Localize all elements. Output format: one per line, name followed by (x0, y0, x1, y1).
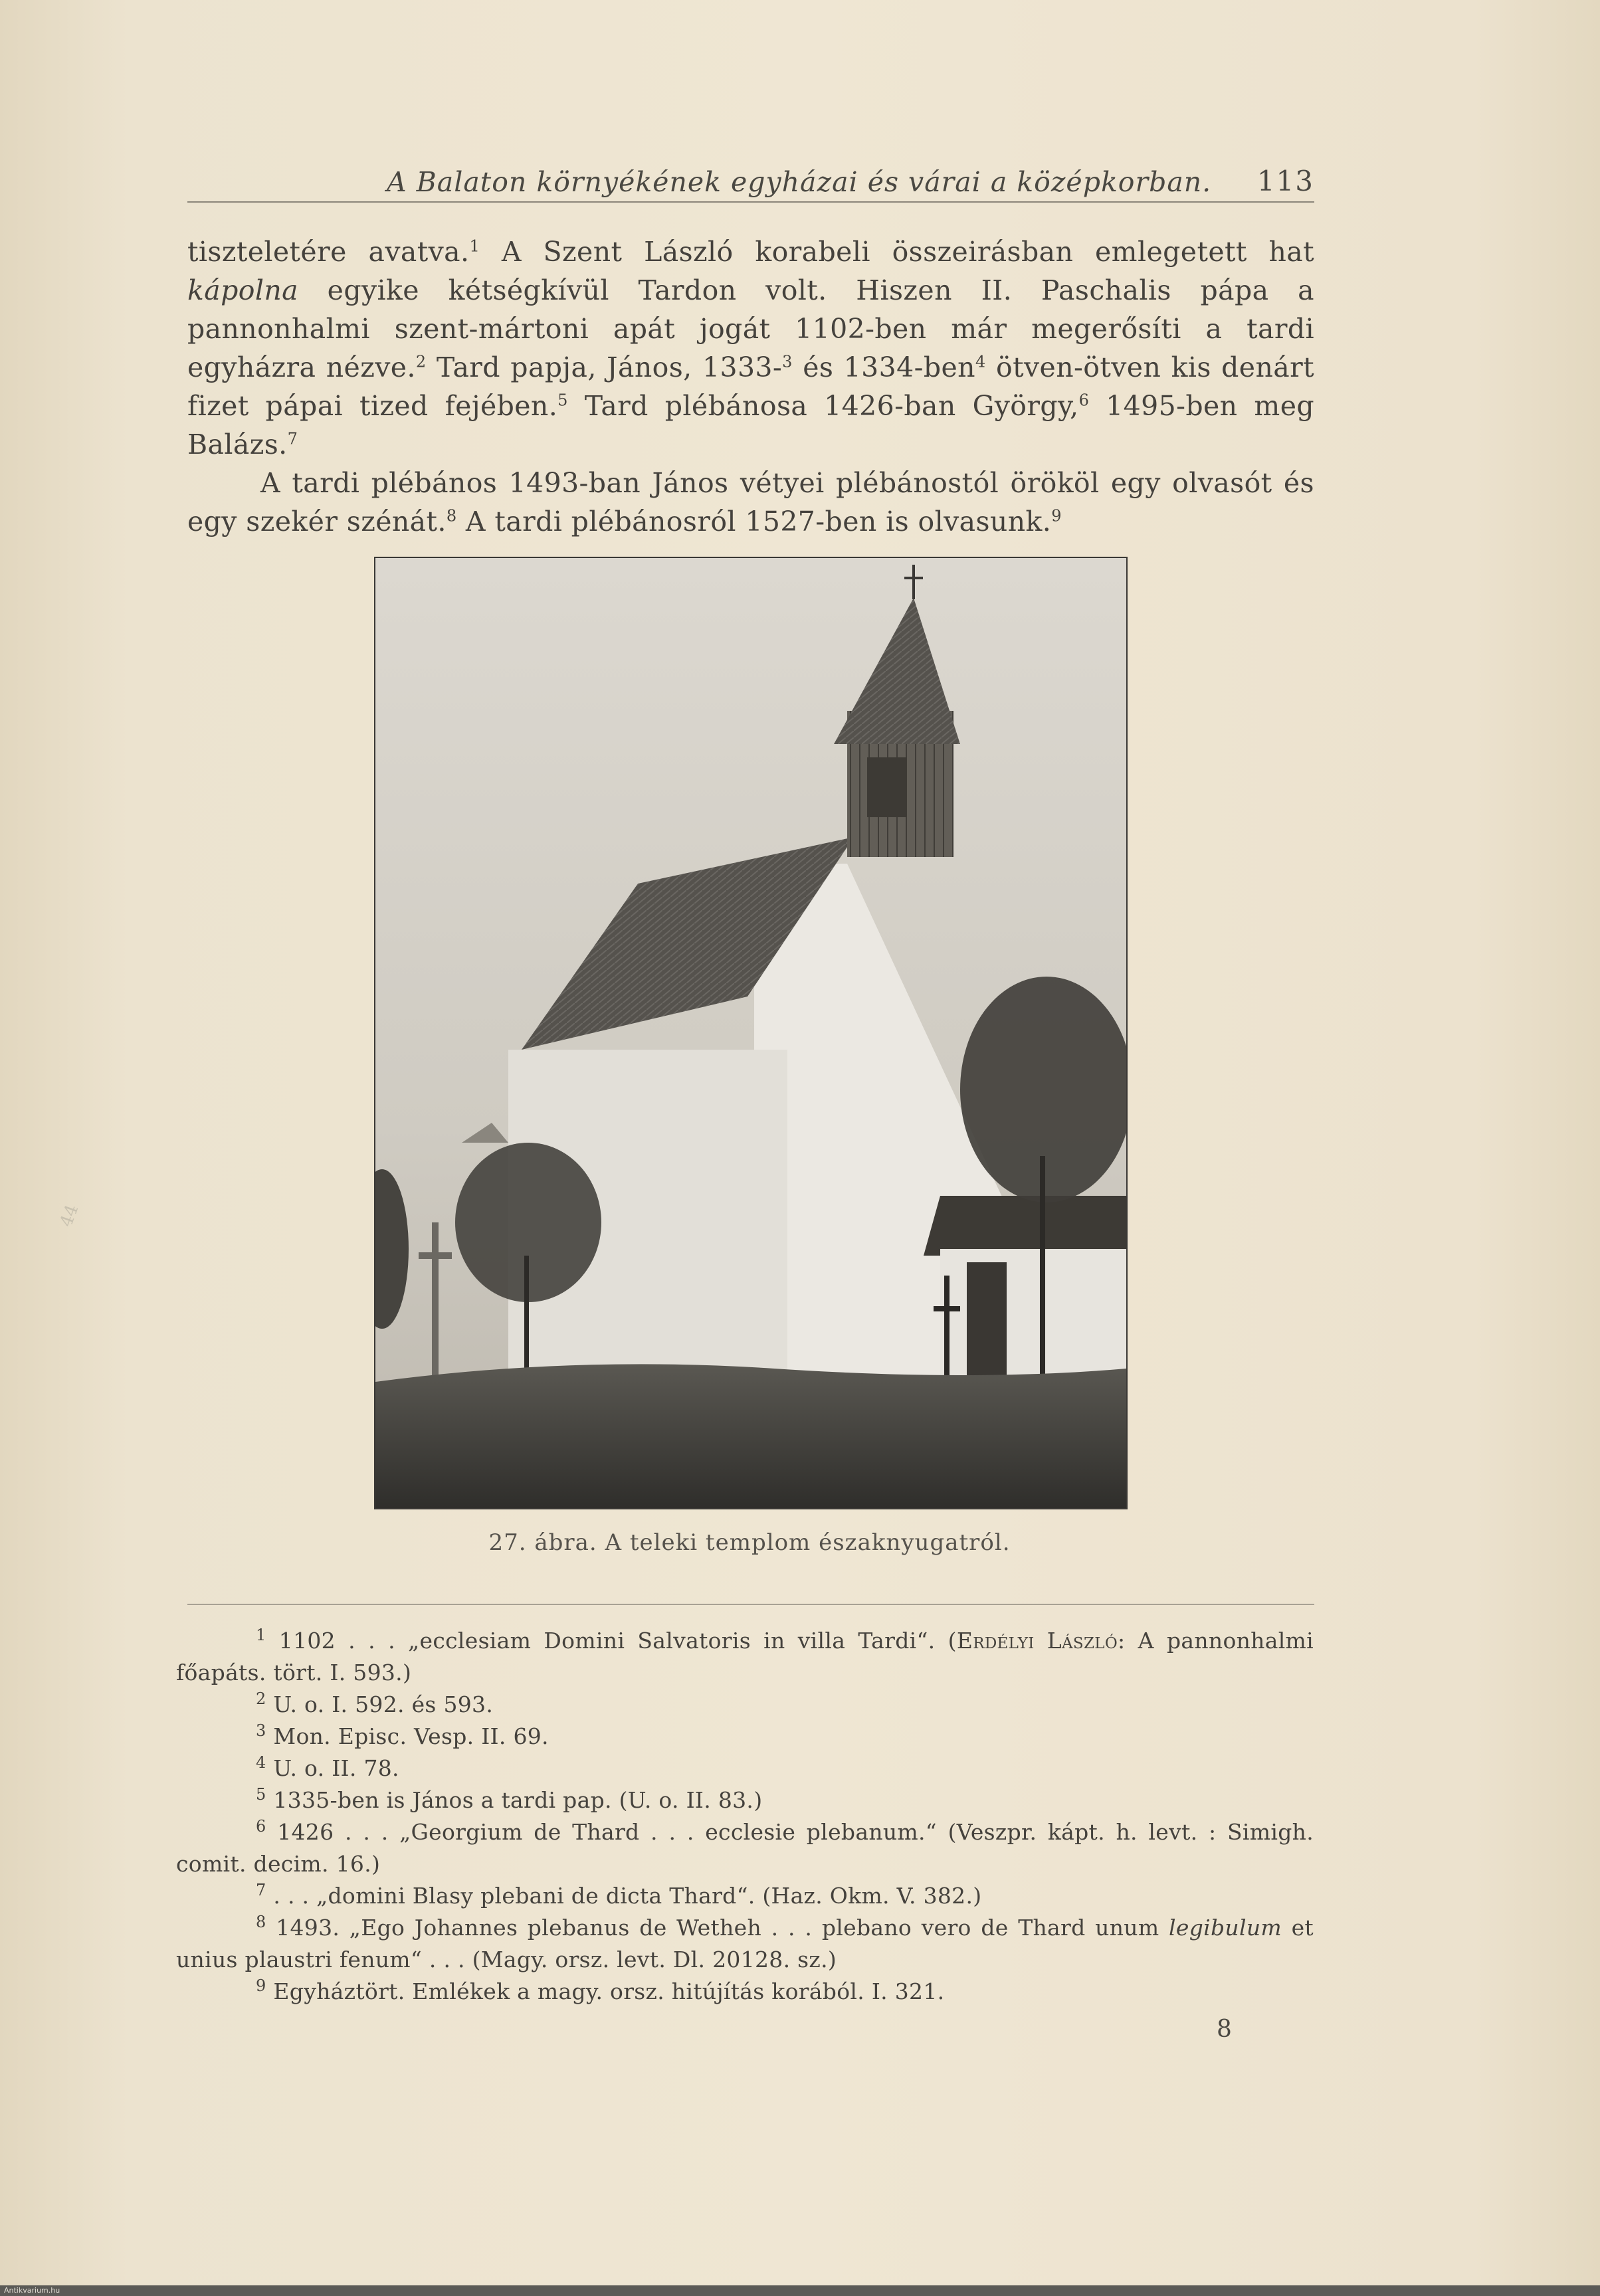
footnote-8 (176, 1912, 1314, 1976)
footnote-number: 7 (256, 1881, 266, 1899)
text-run: U. o. II. 78. (273, 1755, 399, 1781)
church-photo-illustration (375, 558, 1126, 1508)
emphasis: legibulum (1169, 1915, 1282, 1941)
pencil-annotation: 44 (56, 1202, 83, 1230)
footnote-separator (187, 1604, 1314, 1605)
text-run: . . . „domini Blasy plebani de dicta Thard“. (Haz. Okm. V. 382.) (273, 1883, 982, 1909)
footnote-number: 4 (256, 1753, 266, 1772)
text-run: tiszteletére avatva. (187, 236, 470, 268)
footnote-number: 3 (256, 1721, 266, 1740)
footnote-ref[interactable]: 6 (1078, 391, 1090, 410)
grass-meadow (375, 1364, 1126, 1508)
text-run: et unius plaustri fenum“ . . . (Magy. orsz. levt. Dl. 20128. sz.) (176, 1915, 1314, 1972)
footnote-ref[interactable]: 2 (415, 352, 427, 371)
paragraph-2 (187, 464, 1314, 541)
text-run: A tardi plébános 1493-ban János vétyei plébánostól örököl egy olvasót és egy szekér szénát. (187, 467, 1314, 537)
text-run: Egyháztört. Emlékek a magy. orsz. hitújítás korából. I. 321. (273, 1978, 945, 2004)
watermark-text: Antikvarium.hu (4, 2286, 60, 2295)
text-run: 1102 . . . „ecclesiam Domini Salvatoris in villa Tardi“. ( (278, 1628, 957, 1654)
footnote-5 (176, 1784, 1314, 1816)
text-run: Tard papja, János, 1333- (426, 351, 783, 383)
footnote-number: 6 (256, 1817, 266, 1836)
belfry-opening (867, 757, 907, 817)
footnote-number: 9 (256, 1976, 266, 1995)
text-run: 1495-ben meg Balázs. (187, 390, 1314, 460)
text-run: A Szent László korabeli összeirásban emlegetett hat (480, 236, 1314, 268)
signature-mark: 8 (1217, 2016, 1232, 2043)
text-run: és 1334-ben (792, 351, 975, 383)
running-header (187, 161, 1314, 201)
text-run: egyike kétségkívül Tardon volt. Hiszen II. Paschalis pápa a pannonhalmi szent-mártoni apát jogát 1102-ben már megerősíti a tardi egyházra nézve. (187, 274, 1314, 383)
footnote-ref[interactable]: 5 (557, 391, 568, 410)
footnote-number: 5 (256, 1785, 266, 1804)
paragraph-1 (187, 233, 1314, 464)
watermark-bar (0, 2285, 1600, 2296)
footnote-ref[interactable]: 1 (469, 237, 480, 256)
footnote-ref[interactable]: 3 (782, 352, 793, 371)
footnote-3 (176, 1721, 1314, 1753)
running-title: A Balaton környékének egyházai és várai a középkorban. (387, 166, 1212, 198)
footnote-ref[interactable]: 9 (1051, 506, 1062, 526)
footnote-2 (176, 1689, 1314, 1721)
text-run: 1335-ben is János a tardi pap. (U. o. II. 83.) (273, 1787, 763, 1813)
text-run: 1426 . . . „Georgium de Thard . . . ecclesie plebanum.“ (Veszpr. kápt. h. levt. : Simigh. comit. decim. 16.) (176, 1819, 1314, 1877)
footnote-number: 8 (256, 1913, 266, 1931)
text-run: ötven-ötven kis denárt fizet pápai tized fejében. (187, 351, 1314, 422)
header-rule (187, 201, 1314, 203)
footnote-4 (176, 1753, 1314, 1784)
porch-roof (924, 1196, 1126, 1256)
footnote-number: 2 (256, 1689, 266, 1708)
figure-caption: 27. ábra. A teleki templom északnyugatról. (488, 1529, 1011, 1556)
footnote-1 (176, 1625, 1314, 1689)
footnote-number: 1 (256, 1626, 266, 1644)
footnotes (176, 1625, 1314, 2008)
text-run: A tardi plébánosról 1527-ben is olvasunk. (456, 506, 1052, 537)
footnote-9 (176, 1976, 1314, 2008)
body-text (187, 233, 1314, 541)
text-run: : A pannonhalmi főapáts. tört. I. 593.) (176, 1628, 1314, 1685)
text-run: Mon. Episc. Vesp. II. 69. (273, 1723, 549, 1749)
emphasis: kápolna (187, 274, 298, 306)
church-photograph (374, 557, 1128, 1509)
author-name: Erdélyi László (956, 1628, 1118, 1654)
footnote-ref[interactable]: 4 (975, 352, 986, 371)
text-run: Tard plébánosa 1426-ban György, (567, 390, 1079, 422)
text-run: 1493. „Ego Johannes plebanus de Wetheh . . . plebano vero de Thard unum (276, 1915, 1169, 1941)
footnote-ref[interactable]: 7 (287, 429, 298, 448)
footnote-6 (176, 1816, 1314, 1880)
text-run: U. o. I. 592. és 593. (273, 1691, 494, 1717)
page-number: 113 (1256, 165, 1314, 197)
porch-door (967, 1262, 1007, 1375)
footnote-ref[interactable]: 8 (446, 506, 457, 526)
footnote-7 (176, 1880, 1314, 1912)
